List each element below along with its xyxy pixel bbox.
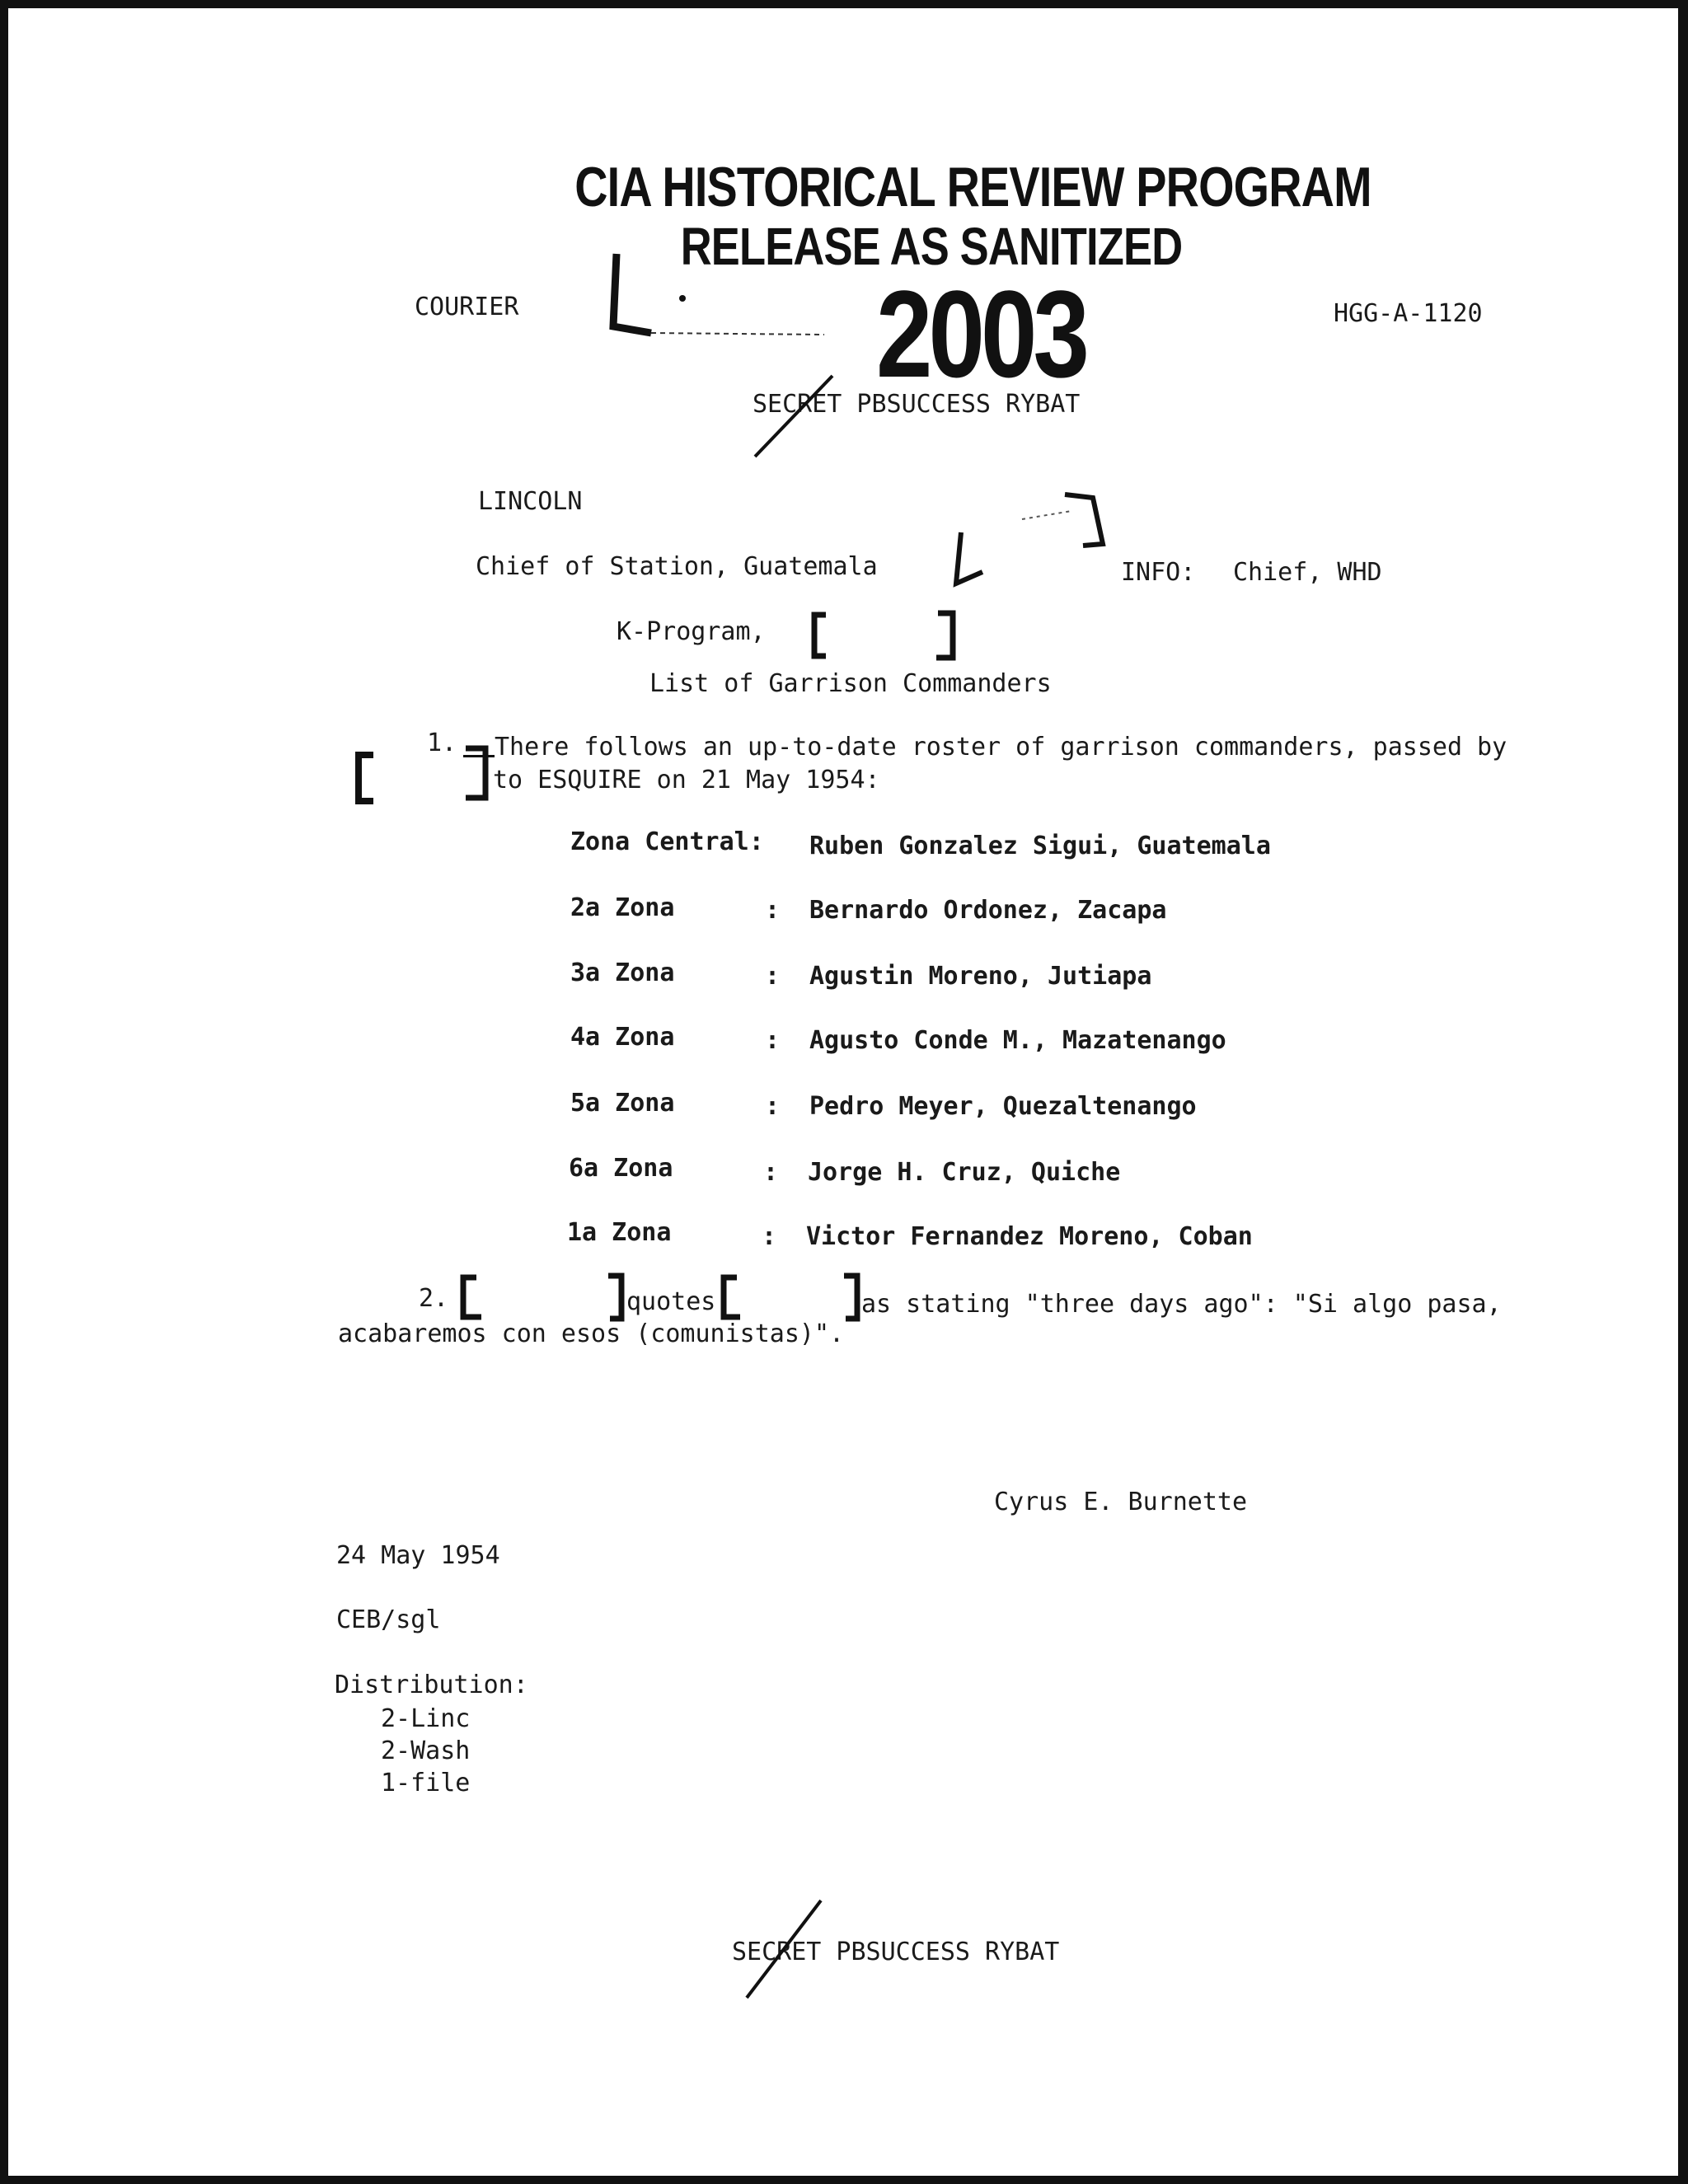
from-originator: Chief of Station, Guatemala — [476, 552, 878, 581]
info-label: INFO: — [1121, 558, 1196, 587]
roster-commander: Jorge H. Cruz, Quiche — [808, 1158, 1121, 1187]
roster-separator: : — [762, 1222, 777, 1251]
distribution-label: Distribution: — [335, 1671, 528, 1699]
roster-commander: Agustin Moreno, Jutiapa — [809, 962, 1152, 991]
distribution-item: 1-file — [381, 1769, 471, 1797]
classification-bottom: SECRET PBSUCCESS RYBAT — [732, 1938, 1060, 1966]
dispatch-number: HGG-A-1120 — [1334, 299, 1483, 328]
redaction-bracket-subject — [804, 610, 961, 663]
declassification-stamp-line2: RELEASE AS SANITIZED — [680, 217, 1183, 276]
roster-commander: Pedro Meyer, Quezaltenango — [809, 1092, 1197, 1121]
roster-commander: Agusto Conde M., Mazatenango — [809, 1026, 1226, 1055]
declassification-stamp-year: 2003 — [876, 265, 1085, 403]
redaction-bracket-source-2 — [452, 1271, 633, 1324]
paragraph-1-line2: to ESQUIRE on 21 May 1954: — [493, 766, 880, 794]
roster-zone: 3a Zona — [570, 958, 675, 987]
roster-commander: Ruben Gonzalez Sigui, Guatemala — [809, 832, 1271, 860]
roster-zone: 1a Zona — [567, 1218, 672, 1247]
author-initials: CEB/sgl — [336, 1605, 441, 1634]
roster-zone: 4a Zona — [570, 1023, 675, 1052]
classification-top: SECRET PBSUCCESS RYBAT — [753, 390, 1081, 419]
paragraph-2-number: 2. — [419, 1284, 449, 1313]
paragraph-2-verb: quotes — [626, 1287, 716, 1316]
routing-method: COURIER — [415, 293, 519, 321]
roster-separator: : — [763, 1158, 779, 1187]
document-date: 24 May 1954 — [336, 1541, 500, 1570]
roster-zone: Zona Central: — [570, 827, 764, 856]
paragraph-2-line2: acabaremos con esos (comunistas)". — [338, 1319, 845, 1348]
roster-separator: : — [765, 1026, 781, 1055]
roster-zone: 6a Zona — [569, 1154, 673, 1183]
roster-separator: : — [765, 1092, 781, 1121]
paragraph-2-line1: as stating "three days ago": "Si algo pasa, — [861, 1290, 1502, 1319]
subject-specific: List of Garrison Commanders — [649, 669, 1052, 698]
info-recipient: Chief, WHD — [1233, 558, 1382, 587]
distribution-item: 2-Linc — [381, 1704, 471, 1733]
signature-name: Cyrus E. Burnette — [994, 1488, 1248, 1516]
redaction-bracket-subject-2 — [710, 1271, 875, 1324]
roster-commander: Victor Fernandez Moreno, Coban — [806, 1222, 1253, 1251]
redaction-bracket-source-1 — [350, 742, 499, 806]
paragraph-1-line1: There follows an up-to-date roster of garrison commanders, passed by — [495, 733, 1507, 762]
roster-commander: Bernardo Ordonez, Zacapa — [809, 896, 1167, 925]
to-addressee: LINCOLN — [478, 487, 583, 516]
subject-general: K-Program, — [617, 617, 766, 646]
roster-separator: : — [765, 896, 781, 925]
paragraph-1-number: 1. — [427, 729, 457, 757]
redaction-bracket-header — [602, 247, 841, 346]
redaction-bracket-from — [923, 486, 1129, 593]
distribution-item: 2-Wash — [381, 1736, 471, 1765]
strikethrough-mark-top — [742, 371, 841, 462]
strikethrough-mark-bottom — [738, 1896, 829, 2003]
roster-separator: : — [765, 962, 781, 991]
roster-zone: 5a Zona — [570, 1089, 675, 1118]
declassification-stamp-line1: CIA HISTORICAL REVIEW PROGRAM — [574, 156, 1372, 218]
roster-zone: 2a Zona — [570, 893, 675, 922]
